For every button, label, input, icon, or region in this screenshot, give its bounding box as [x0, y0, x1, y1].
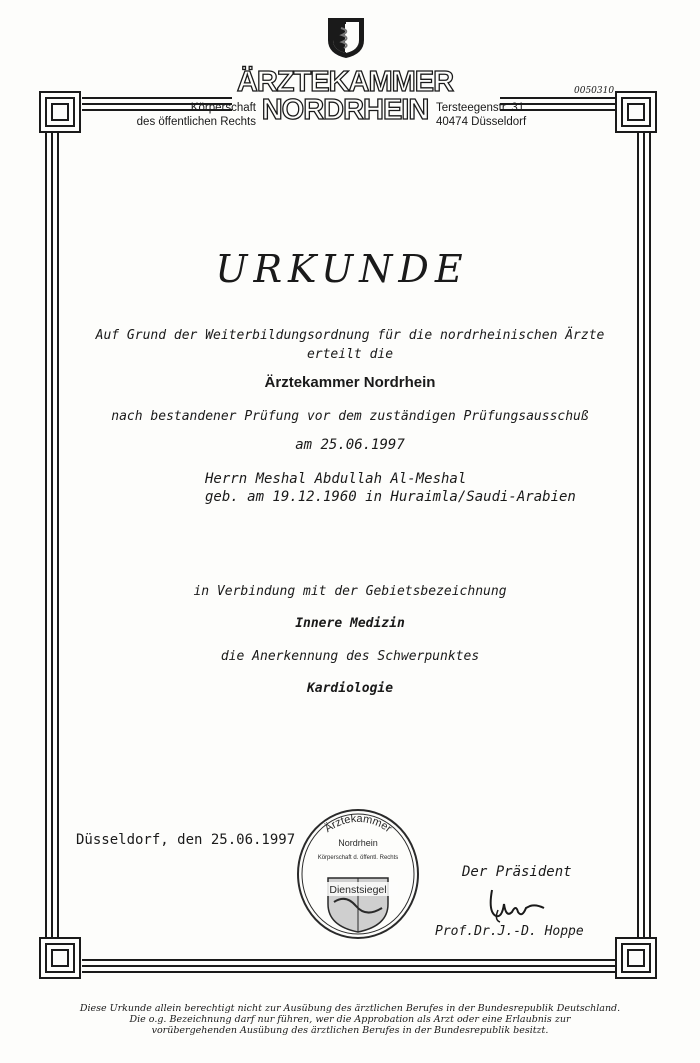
footnote-line3: vorübergehenden Ausübung des ärztlichen Berufes in der Bundesrepublik besitzt.	[151, 1025, 549, 1036]
seal-ring-third: Körperschaft d. öffentl. Rechts	[317, 855, 399, 861]
org-address-city: 40474 Düsseldorf	[436, 116, 527, 128]
grants-line: erteilt die	[306, 347, 394, 362]
seal-ring-text: Ärztekammer	[322, 812, 394, 836]
certificate-title: URKUNDE	[215, 247, 469, 291]
official-seal-stamp	[294, 806, 422, 942]
aesculapius-shield-logo	[324, 14, 368, 60]
signatory-name: Prof.Dr.J.-D. Hoppe	[435, 924, 584, 939]
specialty: Innere Medizin	[295, 616, 405, 631]
org-legal-line1: Körperschaft	[190, 102, 256, 114]
org-address	[436, 101, 526, 129]
recipient-name: Herrn Meshal Abdullah Al-Meshal	[205, 471, 467, 487]
seal-ring-second: Nordrhein	[338, 838, 378, 848]
exam-line: nach bestandener Prüfung vor dem zuständigen Prüfungsausschuß	[111, 409, 589, 424]
exam-date: am 25.06.1997	[295, 437, 405, 453]
document-number: 0050310	[574, 86, 615, 96]
signatory-role: Der Präsident	[462, 864, 572, 880]
place-and-date: Düsseldorf, den 25.06.1997	[76, 832, 296, 848]
org-name-line1: ÄRZTEKAMMER	[236, 66, 454, 98]
org-name-line2: NORDRHEIN	[261, 94, 429, 126]
issuer-name: Ärztekammer Nordrhein	[264, 374, 436, 391]
basis-line: Auf Grund der Weiterbildungsordnung für die nordrheinischen Ärzte	[95, 328, 605, 343]
recipient-birth: geb. am 19.12.1960 in Huraimla/Saudi-Arabien	[205, 489, 576, 505]
handwritten-signature	[486, 882, 552, 924]
footnote-line2: Die o.g. Bezeichnung darf nur führen, wer die Approbation als Arzt oder eine Erlaubnis zur	[129, 1014, 571, 1025]
recognition-line: die Anerkennung des Schwerpunktes	[220, 649, 480, 664]
org-legal-line2: des öffentlichen Rechts	[136, 116, 256, 128]
connection-line: in Verbindung mit der Gebietsbezeichnung	[193, 584, 507, 599]
legal-footnote	[60, 1003, 640, 1036]
recipient-block	[205, 470, 576, 506]
org-legal-status	[137, 101, 256, 129]
subspecialty: Kardiologie	[306, 681, 394, 696]
seal-label: Dienstsiegel	[329, 884, 387, 896]
footnote-line1: Diese Urkunde allein berechtigt nicht zur Ausübung des ärztlichen Berufes in der Bundesrepublik Deutschland.	[79, 1003, 621, 1014]
org-address-street: Tersteegenstr. 31	[436, 102, 525, 114]
